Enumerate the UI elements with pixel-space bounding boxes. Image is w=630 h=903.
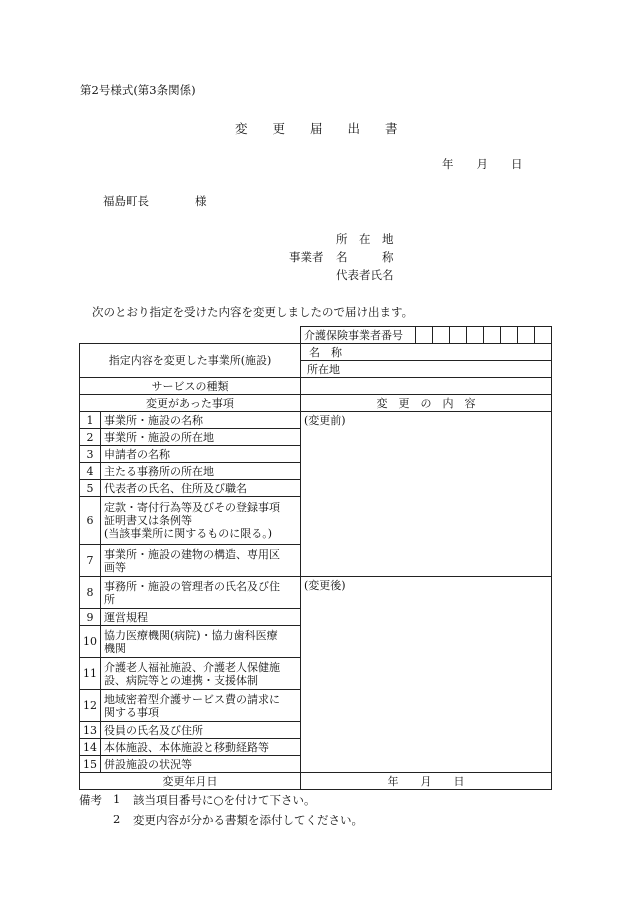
change-date-label: 変更年月日 (80, 773, 301, 790)
change-item-number[interactable]: 15 (80, 756, 101, 773)
date-line: 年 月 日 (442, 157, 523, 171)
change-item-text: 併設施設の状況等 (101, 756, 301, 773)
changed-items-header: 変更があった事項 (80, 395, 301, 412)
change-item-text: 協力医療機関(病院)・協力歯科医療 機関 (101, 626, 301, 658)
insurer-number-box[interactable] (450, 327, 467, 344)
change-form-table (79, 326, 552, 790)
service-type-field[interactable] (301, 378, 552, 395)
change-item-number[interactable]: 13 (80, 722, 101, 739)
facility-name-row (80, 344, 552, 361)
insurer-number-label: 介護保険事業者番号 (301, 327, 416, 344)
change-after-field[interactable] (301, 577, 552, 773)
intro-text: 次のとおり指定を受けた内容を変更しましたので届け出ます。 (92, 305, 414, 319)
insurer-number-box[interactable] (484, 327, 501, 344)
change-item-number[interactable]: 12 (80, 690, 101, 722)
insurer-number-box[interactable] (416, 327, 433, 344)
change-item-number[interactable]: 2 (80, 429, 101, 446)
applicant-role-label: 事業者 (289, 250, 324, 264)
change-item-row (80, 577, 552, 609)
insurer-number-box[interactable] (535, 327, 552, 344)
change-before-label: (変更前) (304, 414, 346, 427)
note-1-text: 該当項目番号に○を付けて下さい。 (133, 793, 316, 807)
change-item-text: 介護老人福祉施設、介護老人保健施 設、病院等との連携・支援体制 (101, 658, 301, 690)
change-item-number[interactable]: 10 (80, 626, 101, 658)
change-date-row (80, 773, 552, 790)
note-2-number: 2 (113, 812, 121, 826)
insurer-number-box[interactable] (501, 327, 518, 344)
change-item-number[interactable]: 3 (80, 446, 101, 463)
change-after-label: (変更後) (304, 579, 346, 592)
note-2-text: 変更内容が分かる書類を添付してください。 (133, 813, 363, 827)
change-item-text: 運営規程 (101, 609, 301, 626)
change-item-number[interactable]: 6 (80, 497, 101, 545)
insurer-number-box[interactable] (433, 327, 450, 344)
facility-address-label: 所在地 (307, 362, 340, 376)
facility-label: 指定内容を変更した事業所(施設) (80, 344, 301, 378)
service-type-label: サービスの種類 (80, 378, 301, 395)
change-item-row (80, 412, 552, 429)
change-item-number[interactable]: 5 (80, 480, 101, 497)
change-item-number[interactable]: 14 (80, 739, 101, 756)
change-item-number[interactable]: 11 (80, 658, 101, 690)
facility-address-field[interactable] (301, 361, 552, 378)
insurer-number-row (80, 327, 552, 344)
applicant-rep-label: 代表者氏名 (336, 268, 394, 282)
page-title: 変 更 届 出 書 (235, 121, 404, 136)
change-item-text: 地域密着型介護サービス費の請求に 関する事項 (101, 690, 301, 722)
applicant-address-label: 所 在 地 (336, 232, 394, 246)
change-item-text: 事務所・施設の管理者の氏名及び住 所 (101, 577, 301, 609)
change-item-text: 代表者の氏名、住所及び職名 (101, 480, 301, 497)
content-header-row (80, 395, 552, 412)
change-item-text: 事業所・施設の建物の構造、専用区 画等 (101, 545, 301, 577)
notes-label: 備考 (79, 793, 102, 807)
insurer-number-box[interactable] (518, 327, 535, 344)
change-item-text: 本体施設、本体施設と移動経路等 (101, 739, 301, 756)
change-item-text: 申請者の名称 (101, 446, 301, 463)
insurer-number-box[interactable] (467, 327, 484, 344)
facility-name-label: 名 称 (309, 345, 342, 359)
change-date-field[interactable]: 年 月 日 (301, 773, 552, 790)
change-item-number[interactable]: 4 (80, 463, 101, 480)
change-before-field[interactable] (301, 412, 552, 577)
change-content-header: 変 更 の 内 容 (301, 395, 552, 412)
change-item-text: 役員の氏名及び住所 (101, 722, 301, 739)
change-item-text: 事業所・施設の名称 (101, 412, 301, 429)
change-item-number[interactable]: 1 (80, 412, 101, 429)
change-item-text: 定款・寄付行為等及びその登録事項 証明書又は条例等 (当該事業所に関するものに限る。) (101, 497, 301, 545)
change-item-number[interactable]: 7 (80, 545, 101, 577)
change-item-text: 事業所・施設の所在地 (101, 429, 301, 446)
service-type-row (80, 378, 552, 395)
note-1-number: 1 (113, 792, 121, 806)
change-item-text: 主たる事務所の所在地 (101, 463, 301, 480)
applicant-name-label: 名 称 (336, 250, 394, 264)
facility-name-field[interactable] (301, 344, 552, 361)
change-item-number[interactable]: 8 (80, 577, 101, 609)
form-number: 第2号様式(第3条関係) (80, 83, 196, 97)
change-item-number[interactable]: 9 (80, 609, 101, 626)
addressee: 福島町長 様 (103, 194, 207, 208)
